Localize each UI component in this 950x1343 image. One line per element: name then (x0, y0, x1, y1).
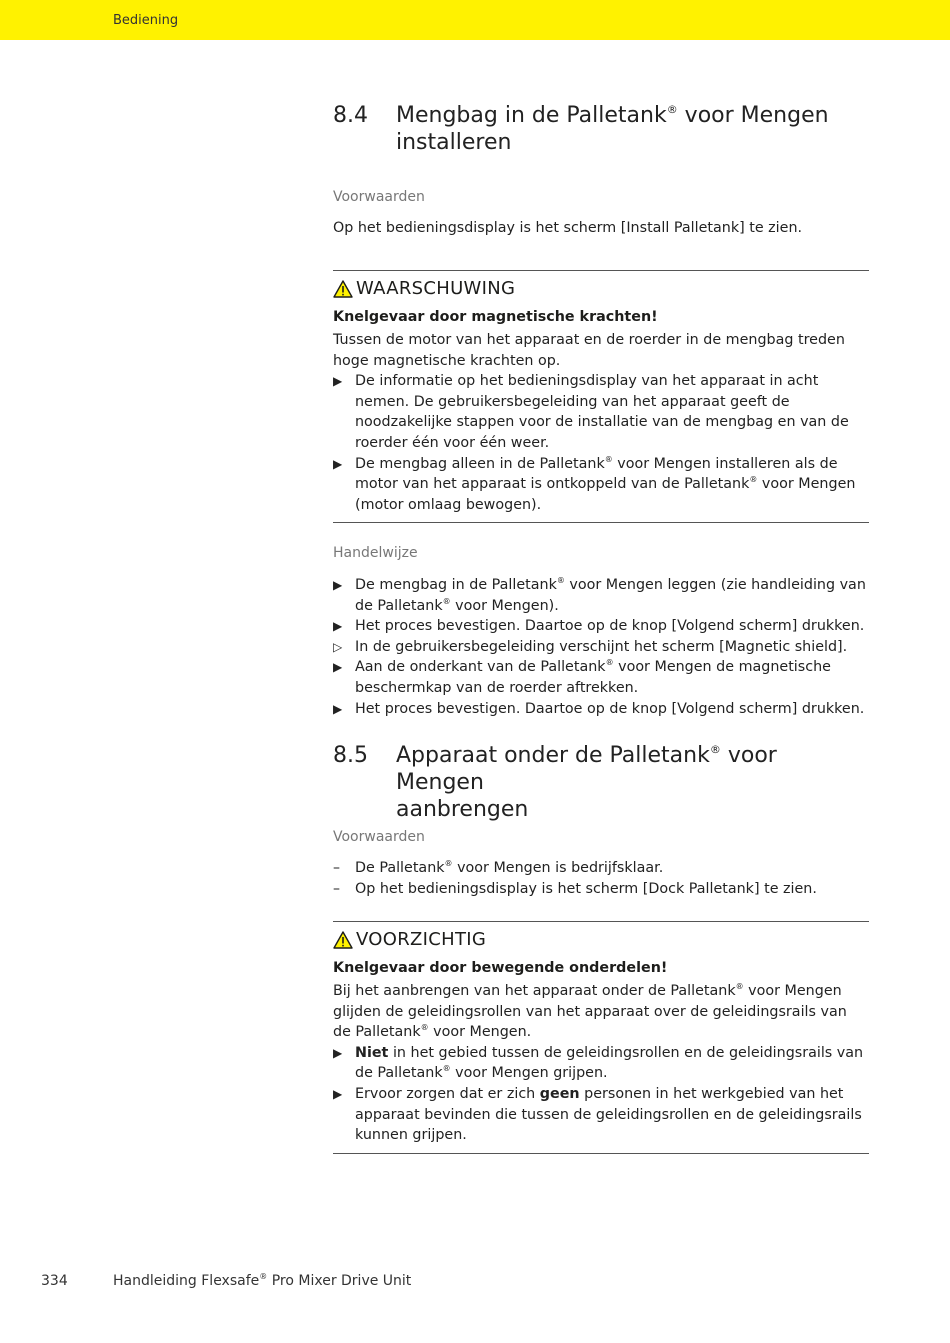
warning-text: Tussen de motor van het apparaat en de roerder in de mengbag treden hoge magnetische krachten op. (333, 332, 845, 369)
divider (333, 270, 869, 271)
title-text: Mengbag in de Palletank (396, 103, 667, 128)
header-bar (0, 0, 950, 40)
registered-mark: ® (735, 982, 744, 991)
title-text: voor Mengen (677, 103, 829, 128)
divider (333, 1153, 869, 1154)
result-item (333, 637, 869, 658)
registered-mark: ® (749, 475, 758, 485)
step-text: In de gebruikersbegeleiding verschijnt het scherm [Magnetic shield]. (355, 638, 848, 655)
step-item (333, 657, 869, 698)
conditions-list (333, 858, 869, 899)
list-item (333, 1084, 869, 1146)
document-title: Handleiding Flexsafe® Pro Mixer Drive Unit (113, 1272, 412, 1289)
section-8-5 (333, 742, 869, 823)
step-item (333, 575, 869, 616)
arrow-bullet-icon: ▶ (333, 660, 343, 675)
condition-text: Op het bedieningsdisplay is het scherm [Dock Palletank] te zien. (355, 880, 817, 897)
step-text: Het proces bevestigen. Daartoe op de knop [Volgend scherm] drukken. (355, 618, 865, 635)
step-text: Aan de onderkant van de Palletank® voor Mengen de magnetische beschermkap van de roerder aftrekken. (355, 658, 831, 696)
condition-item (333, 879, 869, 900)
divider (333, 522, 869, 523)
arrow-bullet-icon: ▶ (333, 1045, 343, 1060)
warning-heading (333, 278, 869, 299)
hollow-arrow-bullet-icon: ▷ (333, 639, 343, 654)
arrow-bullet-icon: ▶ (333, 1086, 343, 1101)
chapter-label: Bediening (113, 13, 179, 28)
list-item-text: Niet in het gebied tussen de geleidingsrollen en de geleidingsrails van de Palletank® voor Mengen grijpen. (355, 1044, 864, 1082)
condition-text: De Palletank® voor Mengen is bedrijfsklaar. (355, 859, 664, 876)
caution-subtitle: Knelgevaar door bewegende onderdelen! (333, 960, 668, 976)
step-text: De mengbag in de Palletank® voor Mengen leggen (zie handleiding van de Palletank® voor Mengen). (355, 576, 866, 614)
caution-text: Bij het aanbrengen van het apparaat onder de Palletank® voor Mengen glijden de geleidingsrollen van het apparaat over de geleidingsrails van de Palletank® voor Mengen. (333, 982, 847, 1041)
registered-mark: ® (605, 658, 614, 668)
arrow-bullet-icon: ▶ (333, 374, 343, 389)
step-item (333, 616, 869, 637)
condition-text: Op het bedieningsdisplay is het scherm [Install Palletank] te zien. (333, 220, 803, 236)
caution-box (333, 929, 869, 1146)
condition-item (333, 858, 869, 879)
arrow-bullet-icon: ▶ (333, 701, 343, 716)
section-title (333, 102, 869, 156)
warning-box (333, 278, 869, 515)
title-text: voor Mengen (396, 743, 777, 795)
title-text: aanbrengen (396, 797, 529, 822)
registered-mark: ® (709, 743, 721, 756)
section-8-4 (333, 102, 869, 156)
registered-mark: ® (444, 859, 453, 868)
title-text: Apparaat onder de Palletank (396, 743, 710, 768)
step-text: Het proces bevestigen. Daartoe op de knop [Volgend scherm] drukken. (355, 700, 865, 717)
section-title (333, 742, 869, 823)
procedure-heading: Handelwijze (333, 545, 418, 561)
registered-mark: ® (420, 1023, 429, 1033)
registered-mark: ® (259, 1272, 268, 1281)
section-number: 8.5 (333, 743, 368, 768)
warning-subtitle: Knelgevaar door magnetische krachten! (333, 309, 658, 325)
arrow-bullet-icon: ▶ (333, 578, 343, 592)
list-item (333, 371, 869, 453)
registered-mark: ® (442, 596, 451, 606)
procedure-list (333, 575, 869, 719)
warning-triangle-icon (333, 280, 353, 298)
dash-bullet: – (333, 880, 340, 897)
registered-mark: ® (666, 103, 678, 116)
registered-mark: ® (604, 454, 613, 464)
section-number: 8.4 (333, 103, 368, 128)
warning-triangle-icon (333, 931, 353, 949)
dash-bullet: – (333, 860, 340, 876)
conditions-heading: Voorwaarden (333, 829, 425, 845)
arrow-bullet-icon: ▶ (333, 456, 343, 471)
registered-mark: ® (556, 576, 565, 585)
warning-label: WAARSCHUWING (356, 278, 516, 299)
divider (333, 921, 869, 922)
list-item-text: De mengbag alleen in de Palletank® voor Mengen installeren als de motor van het apparaat is ontkoppeld van de Palletank® voor Mengen (motor omlaag bewogen). (355, 454, 856, 513)
caution-label: VOORZICHTIG (356, 929, 487, 950)
list-item-text: Ervoor zorgen dat er zich geen personen in het werkgebied van het apparaat bevinden die tussen de geleidingsrollen en de geleidingsrails kunnen grijpen. (355, 1085, 862, 1144)
registered-mark: ® (442, 1064, 451, 1074)
page-number: 334 (41, 1273, 68, 1289)
step-item (333, 699, 869, 720)
title-text: installeren (396, 130, 512, 155)
list-item (333, 454, 869, 516)
list-item-text: De informatie op het bedieningsdisplay van het apparaat in acht nemen. De gebruikersbegeleiding van het apparaat geeft de noodzakelijke stappen voor de installatie van de mengbag en van de roerder één voor één weer. (355, 373, 849, 451)
conditions-heading: Voorwaarden (333, 189, 425, 205)
caution-heading (333, 929, 869, 950)
list-item (333, 1043, 869, 1084)
arrow-bullet-icon: ▶ (333, 619, 343, 634)
